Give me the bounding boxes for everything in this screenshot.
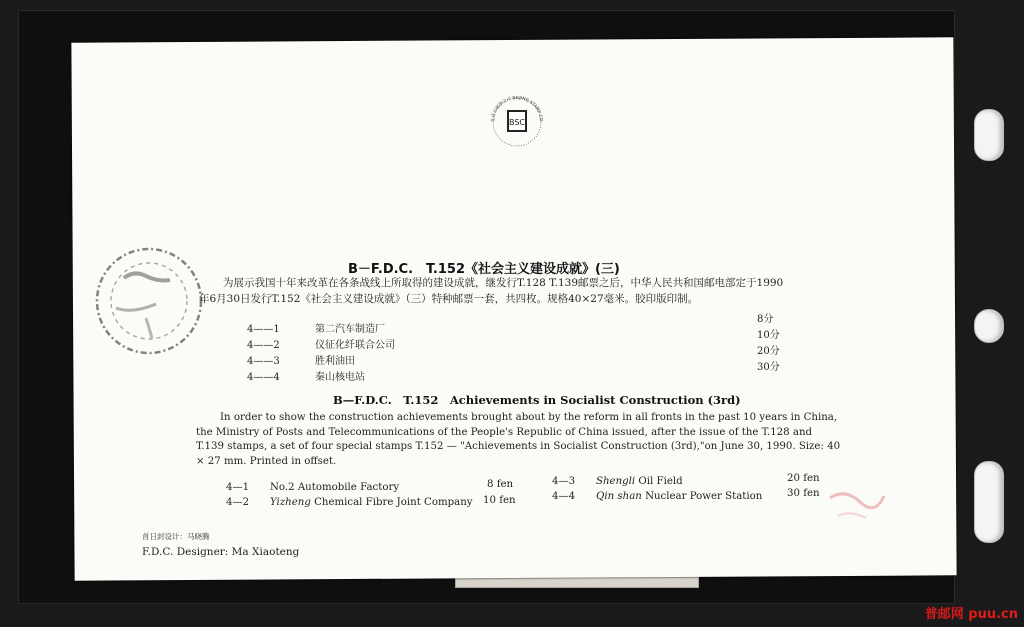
cn-stamp-row [247,336,395,351]
cn-stamp-number: 4——4 [247,372,280,383]
beijing-stamp-company-logo [486,96,548,152]
cn-stamp-number: 4——1 [247,324,280,335]
en-stamp-name: No.2 Automobile Factory [270,482,400,493]
en-stamp-number: 4—1 [226,482,250,493]
en-stamp-name-italic: Qin shan [596,491,642,502]
cn-stamp-row [247,368,365,383]
cn-stamp-value: 8分 [757,314,774,325]
designer-credit-cn: 首日封设计：马晓腾 [142,532,210,541]
binder-hole-top [974,109,1004,161]
cn-paragraph-line-2: 年6月30日发行T.152《社会主义建设成就》（三）特种邮票一套，共四枚。规格40×27毫米。胶印版印制。 [199,293,699,305]
en-stamp-name-italic: Shengli [596,476,636,487]
cn-stamp-value: 30分 [757,362,780,373]
en-stamp-row [226,482,399,493]
cn-stamp-number: 4——3 [247,356,280,367]
logo-ring-text: 北京市邮票公司 BEIJING STAMP CO [490,96,544,123]
en-stamp-name: Chemical Fibre Joint Company [310,497,473,508]
cn-stamp-name: 秦山核电站 [315,372,365,383]
cn-stamp-value: 20分 [757,346,780,357]
designer-credit-en: F.D.C. Designer: Ma Xiaoteng [142,546,300,558]
en-stamp-number: 4—3 [552,476,576,487]
cn-stamp-name: 第二汽车制造厂 [315,324,385,335]
cn-title: B－F.D.C. T.152《社会主义建设成就》(三) [348,262,620,277]
en-stamp-name-italic: Yizheng [270,497,311,508]
cn-stamp-number: 4——2 [247,340,280,351]
en-stamp-value: 30 fen [787,488,820,499]
en-stamp-value: 10 fen [483,495,516,506]
cn-paragraph-line-1: 为展示我国十年来改革在各条战线上所取得的建设成就，继发行T.128 T.139邮票之后，中华人民共和国邮电部定于1990 [223,277,784,289]
en-stamp-value: 20 fen [787,473,820,484]
en-stamp-row [552,491,762,502]
en-paragraph: In order to show the construction achievements brought about by the reform in all fronts in the past 10 years in China, the Ministry of Posts and Telecommunications of the People's Republic of China issued, after the issue of the T.128 and T.139 stamps, a set of four special stamps T.152 — "Achievements in Socialist Construction (3rd),"on June 30, 1990. Size: 40 × 27 mm. Printed in offset. [196,412,841,467]
binder-hole-middle [974,309,1004,343]
cn-stamp-name: 胜利油田 [315,356,355,367]
en-stamp-name: Nuclear Power Station [641,491,763,502]
en-stamp-name: Oil Field [635,476,683,487]
en-stamp-number: 4—4 [552,491,576,502]
red-ink-smudge [820,468,890,538]
en-stamp-row [552,476,683,487]
en-stamp-number: 4—2 [226,497,250,508]
logo-monogram: BSC [508,118,526,127]
cn-stamp-row [247,320,385,335]
postmark [86,238,212,364]
en-stamp-value: 8 fen [487,479,514,490]
cn-stamp-name: 仪征化纤联合公司 [315,340,395,351]
en-title: B—F.D.C. T.152 Achievements in Socialist Construction (3rd) [333,393,741,407]
cn-stamp-row [247,352,355,367]
en-stamp-row [226,497,473,508]
binder-hole-bottom [974,461,1004,543]
cn-stamp-value: 10分 [757,330,780,341]
site-watermark[interactable]: 普邮网 puu.cn [924,607,1018,622]
